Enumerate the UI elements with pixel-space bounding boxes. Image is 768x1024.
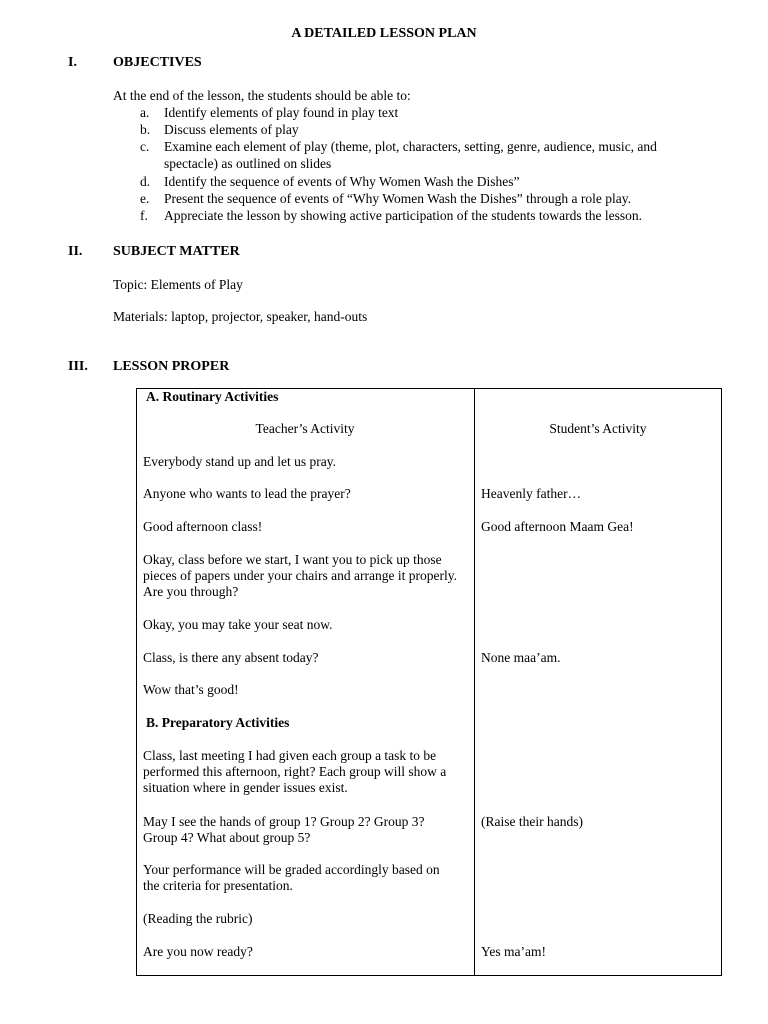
section-heading-objectives: OBJECTIVES [113, 55, 202, 70]
objective-text: Present the sequence of events of “Why Women Wash the Dishes” through a role play. [164, 191, 631, 206]
teacher-activity-line: performed this afternoon, right? Each group will show a [143, 764, 447, 779]
student-activity-line: Heavenly father… [481, 486, 582, 501]
teacher-activity-line: Okay, you may take your seat now. [143, 617, 333, 632]
section-number-objectives: I. [68, 55, 77, 70]
student-activity-line: (Raise their hands) [481, 814, 583, 829]
teacher-activity-line: Anyone who wants to lead the prayer? [143, 486, 351, 501]
document-title: A DETAILED LESSON PLAN [291, 26, 477, 41]
student-activity-line: Good afternoon Maam Gea! [481, 519, 634, 534]
objective-text: Identify the sequence of events of Why Women Wash the Dishes” [164, 174, 520, 189]
student-activity-line: Yes ma’am! [481, 944, 546, 959]
teacher-activity-line: Class, last meeting I had given each group a task to be [143, 748, 437, 763]
table-column-divider [474, 388, 475, 976]
objective-text: Identify elements of play found in play text [164, 105, 399, 120]
objective-letter: f. [140, 208, 148, 223]
objectives-intro: At the end of the lesson, the students should be able to: [113, 88, 411, 103]
subsection-preparatory-activities: B. Preparatory Activities [146, 715, 290, 730]
section-heading-subject-matter: SUBJECT MATTER [113, 244, 240, 259]
subject-materials: Materials: laptop, projector, speaker, hand-outs [113, 309, 368, 324]
objective-text: Appreciate the lesson by showing active participation of the students towards the lesson. [164, 208, 643, 223]
teacher-activity-line: Class, is there any absent today? [143, 650, 319, 665]
teacher-activity-line: situation where in gender issues exist. [143, 780, 348, 795]
teacher-activity-line: Are you through? [143, 584, 239, 599]
section-number-lesson-proper: III. [68, 359, 88, 374]
subject-topic: Topic: Elements of Play [113, 277, 243, 292]
column-header-teacher: Teacher’s Activity [255, 421, 355, 436]
objective-text: spectacle) as outlined on slides [164, 156, 332, 171]
objective-letter: d. [140, 174, 151, 189]
objective-text: Examine each element of play (theme, plot, characters, setting, genre, audience, music, and [164, 139, 657, 154]
teacher-activity-line: pieces of papers under your chairs and arrange it properly. [143, 568, 457, 583]
teacher-activity-line: Group 4? What about group 5? [143, 830, 311, 845]
teacher-activity-line: the criteria for presentation. [143, 878, 293, 893]
teacher-activity-line: Wow that’s good! [143, 682, 239, 697]
student-activity-line: None maa’am. [481, 650, 561, 665]
objective-letter: b. [140, 122, 151, 137]
objective-letter: e. [140, 191, 150, 206]
objective-letter: a. [140, 105, 150, 120]
objective-text: Discuss elements of play [164, 122, 299, 137]
subsection-routinary-activities: A. Routinary Activities [146, 389, 279, 404]
teacher-activity-line: Everybody stand up and let us pray. [143, 454, 336, 469]
section-heading-lesson-proper: LESSON PROPER [113, 359, 230, 374]
section-number-subject-matter: II. [68, 244, 83, 259]
teacher-activity-line: May I see the hands of group 1? Group 2? Group 3? [143, 814, 425, 829]
teacher-activity-line: Are you now ready? [143, 944, 253, 959]
teacher-activity-line: Okay, class before we start, I want you to pick up those [143, 552, 442, 567]
teacher-activity-line: Good afternoon class! [143, 519, 263, 534]
teacher-activity-line: (Reading the rubric) [143, 911, 253, 926]
teacher-activity-line: Your performance will be graded accordingly based on [143, 862, 440, 877]
column-header-student: Student’s Activity [549, 421, 647, 436]
objective-letter: c. [140, 139, 150, 154]
